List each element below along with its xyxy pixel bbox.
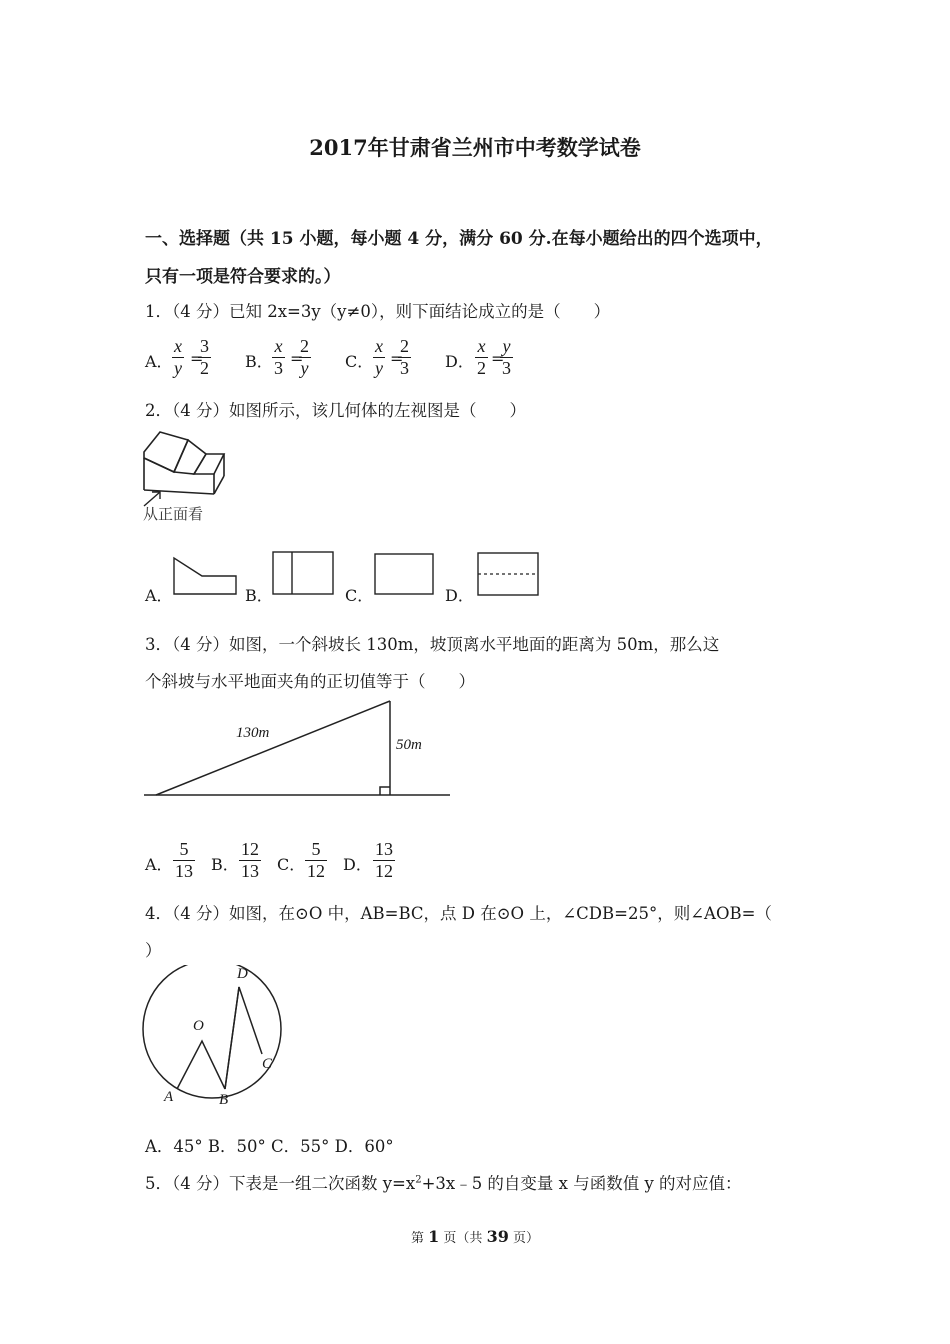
footer-prefix: 第 bbox=[411, 1231, 429, 1246]
q1-option-b-right-fraction bbox=[298, 336, 311, 379]
point-d-label: D bbox=[237, 966, 248, 982]
q2-option-d-view bbox=[475, 550, 541, 598]
q1-option-a-right-fraction bbox=[198, 336, 211, 379]
numerator: 13 bbox=[375, 839, 393, 859]
equals-sign: = bbox=[290, 349, 304, 368]
point-o-label: O bbox=[193, 1018, 204, 1034]
point-a-label: A bbox=[164, 1089, 174, 1105]
q2-option-d-label: D． bbox=[445, 586, 474, 605]
q1-stem: 1．（4 分）已知 2x=3y（y≠0），则下面结论成立的是（ ） bbox=[145, 302, 611, 321]
total-pages: 39 bbox=[486, 1227, 509, 1246]
page-footer bbox=[0, 1227, 950, 1246]
q4-circle-figure bbox=[140, 965, 290, 1110]
page-number: 1 bbox=[428, 1227, 440, 1246]
q5-stem bbox=[145, 1170, 742, 1194]
q3-slope-figure bbox=[140, 695, 455, 805]
denominator: 13 bbox=[175, 861, 193, 881]
denominator: 13 bbox=[241, 861, 259, 881]
q3-option-a-fraction bbox=[173, 839, 195, 882]
q2-option-c-label: C． bbox=[345, 586, 374, 605]
numerator: 3 bbox=[200, 336, 209, 356]
denominator: y bbox=[300, 358, 309, 378]
q3-option-c-fraction bbox=[305, 839, 327, 882]
q3-option-d-label: D． bbox=[343, 855, 372, 874]
q5-stem-suffix: +3x﹣5 的自变量 x 与函数值 y 的对应值： bbox=[421, 1174, 742, 1193]
q1-option-a-left-fraction bbox=[172, 336, 184, 379]
q3-stem-line1: 3．（4 分）如图，一个斜坡长 130m，坡顶离水平地面的距离为 50m，那么这 bbox=[145, 635, 720, 654]
footer-middle: 页（共 bbox=[439, 1231, 487, 1246]
circle-diagram bbox=[140, 965, 290, 1110]
q3-option-d-fraction bbox=[373, 839, 395, 882]
point-c-label: C bbox=[262, 1056, 273, 1072]
numerator: x bbox=[477, 336, 486, 356]
q1-option-a-label: A． bbox=[145, 352, 173, 371]
q1-option-c-right-fraction bbox=[398, 336, 411, 379]
q2-figure-caption: 从正面看 bbox=[143, 505, 204, 523]
q3-option-c-label: C． bbox=[277, 855, 306, 874]
point-b-label: B bbox=[219, 1092, 229, 1108]
q3-option-b-label: B． bbox=[211, 855, 239, 874]
denominator: 3 bbox=[400, 358, 409, 378]
denominator: 12 bbox=[375, 861, 393, 881]
numerator: x bbox=[174, 336, 182, 356]
numerator: x bbox=[375, 336, 383, 356]
denominator: y bbox=[375, 358, 383, 378]
q4-stem-line1: 4．（4 分）如图，在⊙O 中，AB=BC，点 D 在⊙O 上，∠CDB=25°，则∠AOB=（ bbox=[145, 904, 772, 923]
numerator: 5 bbox=[179, 839, 189, 859]
q1-option-d-label: D． bbox=[445, 352, 474, 371]
q2-option-b-view bbox=[270, 549, 336, 597]
denominator: y bbox=[174, 358, 182, 378]
numerator: 12 bbox=[241, 839, 259, 859]
exam-title: 2017年甘肃省兰州市中考数学试卷 bbox=[309, 135, 641, 160]
numerator: 2 bbox=[300, 336, 309, 356]
q2-option-a-view bbox=[170, 556, 240, 596]
q2-option-c-view bbox=[372, 551, 436, 597]
q3-option-a-label: A． bbox=[145, 855, 173, 874]
denominator: 2 bbox=[200, 358, 209, 378]
q3-stem-line2: 个斜坡与水平地面夹角的正切值等于（ ） bbox=[145, 672, 475, 691]
numerator: 5 bbox=[311, 839, 321, 859]
denominator: 3 bbox=[274, 358, 283, 378]
section-heading-line1: 一、选择题（共 15 小题，每小题 4 分，满分 60 分.在每小题给出的四个选项中， bbox=[145, 229, 773, 249]
numerator: 2 bbox=[400, 336, 409, 356]
denominator: 12 bbox=[307, 861, 325, 881]
height-label: 50m bbox=[396, 737, 422, 753]
q5-exponent: 2 bbox=[415, 1174, 422, 1186]
q1-option-d-right-fraction bbox=[500, 336, 513, 379]
q3-option-b-fraction bbox=[239, 839, 261, 882]
q2-option-b-label: B． bbox=[245, 586, 273, 605]
numerator: x bbox=[274, 336, 283, 356]
q1-option-c-left-fraction bbox=[373, 336, 385, 379]
q1-option-b-left-fraction bbox=[272, 336, 285, 379]
q1-option-c-label: C． bbox=[345, 352, 374, 371]
q5-stem-prefix: 5．（4 分）下表是一组二次函数 y=x bbox=[145, 1174, 416, 1193]
numerator: y bbox=[502, 336, 511, 356]
equals-sign: = bbox=[190, 349, 204, 368]
equals-sign: = bbox=[390, 349, 404, 368]
denominator: 3 bbox=[502, 358, 511, 378]
equals-sign: = bbox=[491, 349, 505, 368]
q1-option-d-left-fraction bbox=[475, 336, 488, 379]
denominator: 2 bbox=[477, 358, 486, 378]
slope-length-label: 130m bbox=[236, 725, 270, 741]
footer-suffix: 页） bbox=[508, 1231, 539, 1246]
q2-stem: 2．（4 分）如图所示，该几何体的左视图是（ ） bbox=[145, 401, 526, 420]
q1-option-b-label: B． bbox=[245, 352, 273, 371]
q2-option-a-label: A． bbox=[145, 586, 173, 605]
q4-stem-line2: ） bbox=[145, 941, 162, 960]
section-heading-line2: 只有一项是符合要求的。） bbox=[145, 267, 341, 287]
q4-options: A．45° B．50° C．55° D．60° bbox=[145, 1137, 394, 1156]
